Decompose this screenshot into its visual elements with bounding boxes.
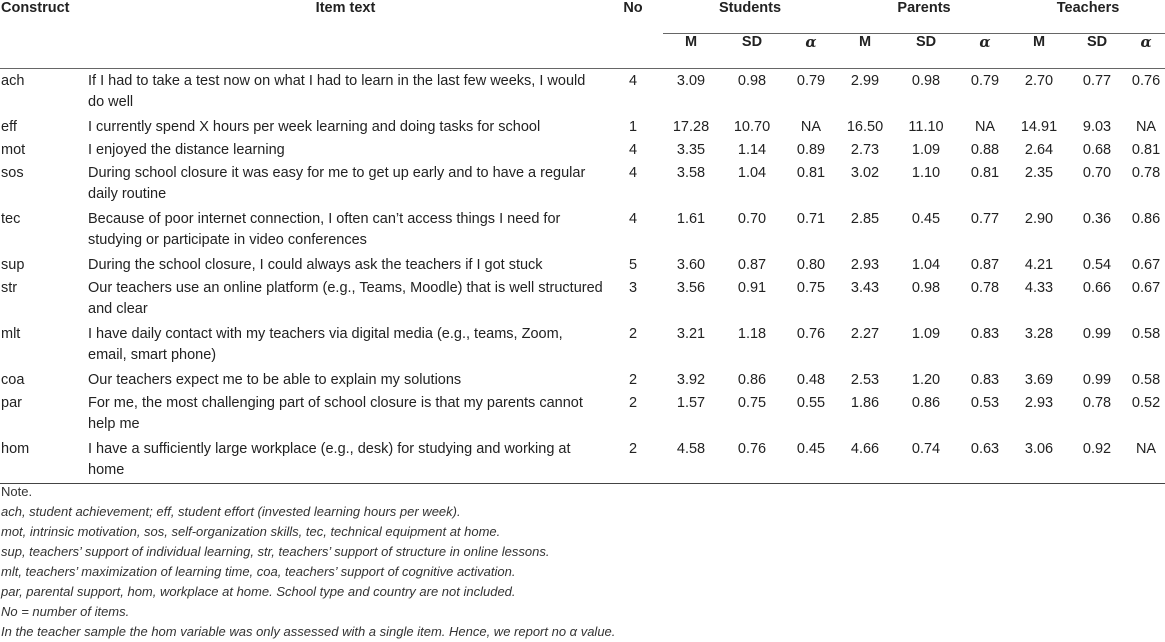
note-line: ach, student achievement; eff, student effort (invested learning hours per week). — [1, 504, 461, 519]
cell-parents-alpha: NA — [974, 119, 996, 135]
cell-students-m: 3.09 — [676, 73, 706, 89]
header-students-sd: SD — [741, 34, 763, 50]
cell-teachers-alpha: 0.81 — [1131, 142, 1161, 158]
note-line: mlt, teachers’ maximization of learning time, coa, teachers’ support of cognitive activation. — [1, 564, 516, 579]
cell-students-m: 1.57 — [676, 395, 706, 411]
header-students-alpha: α — [805, 34, 817, 51]
cell-teachers-sd: 0.68 — [1082, 142, 1112, 158]
table-body — [0, 69, 1165, 487]
cell-teachers-alpha: 0.78 — [1131, 165, 1161, 181]
cell-teachers-alpha: 0.52 — [1131, 395, 1161, 411]
cell-no: 4 — [628, 211, 638, 227]
cell-parents-sd: 1.09 — [911, 326, 941, 342]
cell-teachers-alpha: 0.58 — [1131, 372, 1161, 388]
cell-teachers-m: 14.91 — [1020, 119, 1058, 135]
cell-no: 2 — [628, 372, 638, 388]
cell-parents-sd: 0.86 — [911, 395, 941, 411]
cell-students-alpha: 0.80 — [796, 257, 826, 273]
cell-students-sd: 0.86 — [737, 372, 767, 388]
cell-teachers-sd: 0.78 — [1082, 395, 1112, 411]
cell-teachers-sd: 0.99 — [1082, 326, 1112, 342]
cell-parents-alpha: 0.83 — [970, 372, 1000, 388]
cell-construct: mlt — [1, 326, 21, 342]
cell-parents-m: 2.53 — [850, 372, 880, 388]
cell-teachers-alpha: 0.86 — [1131, 211, 1161, 227]
cell-item-text: I have daily contact with my teachers via digital media (e.g., teams, Zoom, email, smart phone) — [88, 326, 563, 363]
cell-teachers-sd: 0.36 — [1082, 211, 1112, 227]
cell-no: 4 — [628, 165, 638, 181]
header-no: No — [623, 0, 643, 16]
cell-construct: mot — [1, 142, 26, 158]
cell-students-m: 3.92 — [676, 372, 706, 388]
cell-teachers-m: 4.33 — [1024, 280, 1054, 296]
table-row — [0, 322, 1165, 368]
cell-parents-sd: 0.98 — [911, 280, 941, 296]
note-line: In the teacher sample the hom variable was only assessed with a single item. Hence, we report no α value. — [1, 624, 616, 639]
cell-students-alpha: 0.55 — [796, 395, 826, 411]
cell-parents-alpha: 0.78 — [970, 280, 1000, 296]
cell-item-text: During school closure it was easy for me to get up early and to have a regular daily routine — [88, 165, 586, 202]
cell-students-m: 1.61 — [676, 211, 706, 227]
cell-parents-m: 4.66 — [850, 441, 880, 457]
cell-item-text: During the school closure, I could always ask the teachers if I got stuck — [88, 257, 543, 273]
cell-students-sd: 1.18 — [737, 326, 767, 342]
notes-title: Note. — [1, 484, 33, 499]
table-row — [0, 391, 1165, 437]
cell-teachers-m: 3.69 — [1024, 372, 1054, 388]
header-construct: Construct — [1, 0, 70, 16]
cell-construct: sos — [1, 165, 24, 181]
cell-parents-sd: 0.74 — [911, 441, 941, 457]
cell-students-m: 3.35 — [676, 142, 706, 158]
cell-students-sd: 0.87 — [737, 257, 767, 273]
table-row — [0, 138, 1165, 161]
table-row — [0, 115, 1165, 138]
table-row — [0, 253, 1165, 276]
table-row — [0, 207, 1165, 253]
note-line: par, parental support, hom, workplace at home. School type and country are not included. — [1, 584, 516, 599]
cell-no: 3 — [628, 280, 638, 296]
cell-parents-sd: 0.45 — [911, 211, 941, 227]
cell-teachers-alpha: 0.76 — [1131, 73, 1161, 89]
cell-teachers-sd: 0.92 — [1082, 441, 1112, 457]
cell-parents-m: 3.43 — [850, 280, 880, 296]
cell-parents-alpha: 0.81 — [970, 165, 1000, 181]
cell-teachers-alpha: NA — [1135, 441, 1157, 457]
header-teachers-alpha: α — [1140, 34, 1152, 51]
cell-teachers-m: 3.06 — [1024, 441, 1054, 457]
cell-item-text: Because of poor internet connection, I often can’t access things I need for studying or participate in video conferences — [88, 211, 561, 248]
cell-teachers-sd: 0.77 — [1082, 73, 1112, 89]
cell-no: 5 — [628, 257, 638, 273]
cell-students-alpha: 0.45 — [796, 441, 826, 457]
table-row — [0, 276, 1165, 322]
cell-item-text: If I had to take a test now on what I had to learn in the last few weeks, I would do well — [88, 73, 586, 110]
cell-construct: ach — [1, 73, 25, 89]
cell-parents-sd: 11.10 — [908, 119, 944, 135]
cell-students-sd: 10.70 — [733, 119, 771, 135]
cell-students-m: 17.28 — [672, 119, 710, 135]
cell-parents-m: 1.86 — [850, 395, 880, 411]
cell-parents-m: 16.50 — [846, 119, 884, 135]
cell-teachers-alpha: 0.67 — [1131, 280, 1161, 296]
cell-teachers-sd: 0.70 — [1082, 165, 1112, 181]
cell-students-sd: 1.14 — [737, 142, 767, 158]
cell-parents-m: 2.73 — [850, 142, 880, 158]
cell-parents-m: 2.93 — [850, 257, 880, 273]
cell-teachers-m: 3.28 — [1024, 326, 1054, 342]
header-teachers-sd: SD — [1086, 34, 1108, 50]
cell-parents-m: 2.27 — [850, 326, 880, 342]
cell-construct: sup — [1, 257, 25, 273]
header-item-text: Item text — [315, 0, 376, 16]
cell-teachers-alpha: NA — [1135, 119, 1157, 135]
cell-students-alpha: 0.76 — [796, 326, 826, 342]
cell-parents-alpha: 0.87 — [970, 257, 1000, 273]
header-teachers-m: M — [1032, 34, 1046, 50]
cell-parents-sd: 1.04 — [911, 257, 941, 273]
cell-students-m: 3.58 — [676, 165, 706, 181]
cell-teachers-m: 2.93 — [1024, 395, 1054, 411]
cell-students-m: 3.56 — [676, 280, 706, 296]
cell-item-text: I have a sufficiently large workplace (e.g., desk) for studying and working at home — [88, 441, 571, 478]
cell-students-alpha: 0.71 — [796, 211, 826, 227]
cell-no: 2 — [628, 326, 638, 342]
note-line: No = number of items. — [1, 604, 130, 619]
cell-teachers-m: 2.64 — [1024, 142, 1054, 158]
cell-teachers-sd: 0.99 — [1082, 372, 1112, 388]
header-parents: Parents — [837, 0, 1011, 34]
note-line: sup, teachers’ support of individual learning, str, teachers’ support of structure in online lessons. — [1, 544, 550, 559]
table-notes — [1, 482, 615, 642]
cell-construct: par — [1, 395, 22, 411]
cell-teachers-alpha: 0.58 — [1131, 326, 1161, 342]
cell-item-text: For me, the most challenging part of school closure is that my parents cannot help me — [88, 395, 583, 432]
cell-teachers-m: 4.21 — [1024, 257, 1054, 273]
cell-construct: tec — [1, 211, 21, 227]
cell-parents-alpha: 0.53 — [970, 395, 1000, 411]
cell-no: 4 — [628, 142, 638, 158]
cell-no: 1 — [628, 119, 638, 135]
cell-students-m: 3.60 — [676, 257, 706, 273]
header-parents-alpha: α — [979, 34, 991, 51]
cell-construct: hom — [1, 441, 30, 457]
cell-students-sd: 0.91 — [737, 280, 767, 296]
header-teachers: Teachers — [1011, 0, 1165, 34]
cell-students-sd: 0.75 — [737, 395, 767, 411]
cell-parents-alpha: 0.88 — [970, 142, 1000, 158]
cell-parents-sd: 0.98 — [911, 73, 941, 89]
cell-parents-alpha: 0.77 — [970, 211, 1000, 227]
cell-students-alpha: 0.79 — [796, 73, 826, 89]
header-parents-m: M — [858, 34, 872, 50]
cell-teachers-alpha: 0.67 — [1131, 257, 1161, 273]
header-students-m: M — [684, 34, 698, 50]
cell-students-alpha: 0.75 — [796, 280, 826, 296]
cell-students-alpha: 0.81 — [796, 165, 826, 181]
cell-students-sd: 0.76 — [737, 441, 767, 457]
cell-parents-m: 2.85 — [850, 211, 880, 227]
cell-teachers-m: 2.35 — [1024, 165, 1054, 181]
cell-students-alpha: 0.48 — [796, 372, 826, 388]
cell-item-text: Our teachers use an online platform (e.g., Teams, Moodle) that is well structured and clear — [88, 280, 603, 317]
cell-students-sd: 0.98 — [737, 73, 767, 89]
table-row — [0, 161, 1165, 207]
table-row — [0, 69, 1165, 116]
cell-parents-sd: 1.20 — [911, 372, 941, 388]
table-row — [0, 368, 1165, 391]
cell-students-sd: 1.04 — [737, 165, 767, 181]
note-line: mot, intrinsic motivation, sos, self-organization skills, tec, technical equipment at home. — [1, 524, 501, 539]
cell-parents-alpha: 0.83 — [970, 326, 1000, 342]
cell-no: 4 — [628, 73, 638, 89]
cell-construct: str — [1, 280, 18, 296]
cell-parents-sd: 1.10 — [911, 165, 941, 181]
cell-students-m: 4.58 — [676, 441, 706, 457]
cell-students-sd: 0.70 — [737, 211, 767, 227]
cell-parents-alpha: 0.63 — [970, 441, 1000, 457]
cell-teachers-m: 2.70 — [1024, 73, 1054, 89]
cell-parents-sd: 1.09 — [911, 142, 941, 158]
cell-students-m: 3.21 — [676, 326, 706, 342]
cell-teachers-m: 2.90 — [1024, 211, 1054, 227]
cell-parents-m: 3.02 — [850, 165, 880, 181]
header-students: Students — [663, 0, 837, 34]
cell-no: 2 — [628, 441, 638, 457]
header-parents-sd: SD — [915, 34, 937, 50]
cell-teachers-sd: 0.54 — [1082, 257, 1112, 273]
cell-teachers-sd: 9.03 — [1082, 119, 1112, 135]
cell-parents-alpha: 0.79 — [970, 73, 1000, 89]
cell-parents-m: 2.99 — [850, 73, 880, 89]
cell-item-text: Our teachers expect me to be able to explain my solutions — [88, 372, 462, 388]
cell-item-text: I currently spend X hours per week learning and doing tasks for school — [88, 119, 541, 135]
cell-construct: eff — [1, 119, 17, 135]
table-row — [0, 437, 1165, 484]
cell-construct: coa — [1, 372, 25, 388]
cell-students-alpha: NA — [800, 119, 822, 135]
cell-item-text: I enjoyed the distance learning — [88, 142, 285, 158]
cell-no: 2 — [628, 395, 638, 411]
cell-teachers-sd: 0.66 — [1082, 280, 1112, 296]
cell-students-alpha: 0.89 — [796, 142, 826, 158]
